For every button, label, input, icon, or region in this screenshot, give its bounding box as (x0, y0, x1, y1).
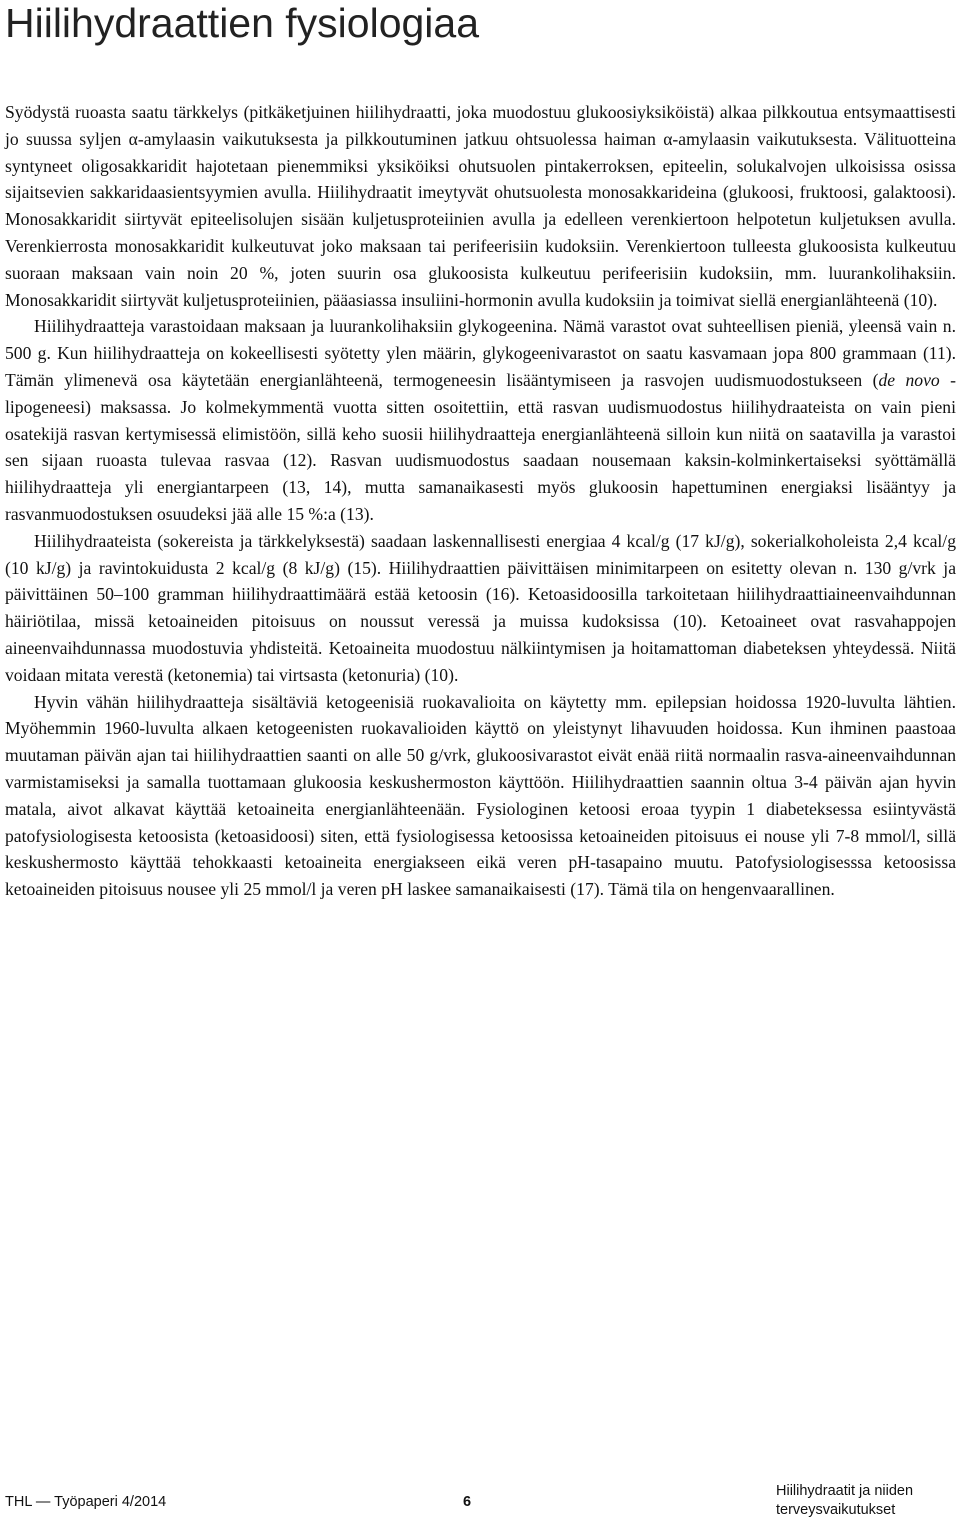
paragraph-text: -lipogeneesi) maksassa. Jo kolmekymmentä vuotta sitten osoitettiin, että rasvan uudismuodostus hiilihydraateista on vain pieni osatekijä rasvan kertymisessä elimistöön, sillä keho suosii hiilihydraatteja energianlähteenä silloin kun niitä on saatavilla ja varastoi sen sijaan ruoasta tulevaa rasvaa (12). Rasvan uudismuodostus saadaan nousemaan kaksin-kolminkertaiseksi syöttämällä hiilihydraatteja yli energiantarpeen (13, 14), mutta samanaikasesti myös glukoosin hapettuminen energiaksi lisääntyy ja rasvanmuodostuksen osuudeksi jää alle 15 %:a (13). (5, 369, 956, 524)
footer-section-line: Hiilihydraatit ja niiden (776, 1483, 914, 1499)
article-body (5, 99, 956, 903)
paragraph-glycogen-storage (5, 313, 956, 527)
page-title: Hiilihydraattien fysiologiaa (5, 0, 480, 46)
paragraph-text: Hiilihydraatteja varastoidaan maksaan ja luurankolihaksiin glykogeenina. Nämä varastot ovat suhteellisen pieniä, yleensä vain n. 500 g. Kun hiilihydraatteja on kokeellisesti syötetty ylen määrin, glykogeenivarastot on saatu kasvamaan jopa 800 grammaan (11). Tämän ylimenevä osa käytetään energianlähteenä, termogeneesin lisääntymiseen ja rasvojen uudismuodostukseen ( (5, 316, 956, 390)
paragraph-digestion: Syödystä ruoasta saatu tärkkelys (pitkäketjuinen hiilihydraatti, joka muodostuu glukoosiyksiköistä) alkaa pilkkoutua entsymaattisesti jo suussa syljen α-amylaasin vaikutuksesta ja pilkkoutuminen jatkuu ohtsuolessa haiman α-amylaasin vaikutuksesta. Välituotteina syntyneet oligosakkaridit hajotetaan pienemmiksi yksiköiksi ohutsuolen pintakerroksen, epiteelin, solukalvojen ulkoisissa osissa sijaitsevien sakkaridaasientsyymien avulla. Hiilihydraatit imeytyvät ohutsuolesta monosakkarideina (glukoosi, fruktoosi, galaktoosi). Monosakkaridit siirtyvät epiteelisolujen sisään kuljetusproteiinien avulla ja edelleen verenkiertoon helpotetun kuljetuksen avulla. Verenkierrosta monosakkaridit kulkeutuvat joko maksaan tai perifeerisiin kudoksiin. Verenkiertoon tulleesta glukoosista kulkeutuu suoraan maksaan vain noin 20 %, joten suurin osa glukoosista kulkeutuu perifeerisiin kudoksiin, mm. luurankolihaksiin. Monosakkaridit siirtyvät kuljetusproteiinien, pääasiassa insuliini-hormonin avulla kudoksiin ja toimivat siellä energianlähteenä (10). (5, 102, 956, 310)
footer-publication: THL — Työpaperi 4/2014 (5, 1494, 167, 1510)
paragraph-ketogenic-diets: Hyvin vähän hiilihydraatteja sisältäviä ketogeenisiä ruokavalioita on käytetty mm. epilepsian hoidossa 1920-luvulta lähtien. Myöhemmin 1960-luvulta alkaen ketogeenisten ruokavalioiden käyttö on yleistynyt lihavuuden hoidossa. Kun ihminen paastoaa muutaman päivän ajan tai hiilihydraattien saanti on alle 50 g/vrk, glukoosivarastot eivät enää riitä normaalin rasva-aineenvaihdunnan varmistamiseksi ja samalla tuottamaan glukoosia keskushermoston käyttöön. Hiilihydraattien saannin oltua 3-4 päivän ajan hyvin matala, aivot alkavat käyttää ketoaineita energianlähteenään. Fysiologinen ketoosi eroaa tyypin 1 diabeteksessa esiintyvästä patofysiologisesta ketoosista (ketoasidoosi) siten, että fysiologisessa ketoosissa ketoaineiden pitoisuus ei nouse yli 7-8 mmol/l, sillä keskushermosto käyttää tehokkaasti ketoaineita energiakseen eikä veren pH-tasapaino muutu. Patofysiologisesssa ketoosissa ketoaineiden pitoisuus nousee yli 25 mmol/l ja veren pH laskee samanaikaisesti (17). Tämä tila on hengenvaarallinen. (5, 691, 956, 900)
footer-page-number: 6 (463, 1494, 472, 1510)
paragraph-energy-content: Hiilihydraateista (sokereista ja tärkkelyksestä) saadaan laskennallisesti energiaa 4 kcal/g (17 kJ/g), sokerialkoholeista 2,4 kcal/g (10 kJ/g) ja ravintokuidusta 2 kcal/g (8 kJ/g) (15). Hiilihydraattien päivittäisen minimitarpeen on esitetty olevan n. 130 g/vrk ja päivittäinen 50–100 gramman hiilihydraattimäärä estää ketoosin (16). Ketoasidoosilla tarkoitetaan hiilihydraattiaineenvaihdunnan häiriötilaa, missä ketoaineiden pitoisuus on noussut veressä ja muissa kudoksissa (10). Ketoaineet ovat rasvahappojen aineenvaihdunnassa muodostuvia yhdisteitä. Ketoaineita muodostuu nälkiintymisen ja hoitamattoman diabeteksen yhteydessä. Niitä voidaan mitata verestä (ketonemia) tai virtsasta (ketonuria) (10). (5, 530, 956, 685)
footer-section-line: terveysvaikutukset (776, 1502, 896, 1518)
footer-section-title (776, 1482, 956, 1520)
italic-term: de novo (878, 369, 940, 390)
